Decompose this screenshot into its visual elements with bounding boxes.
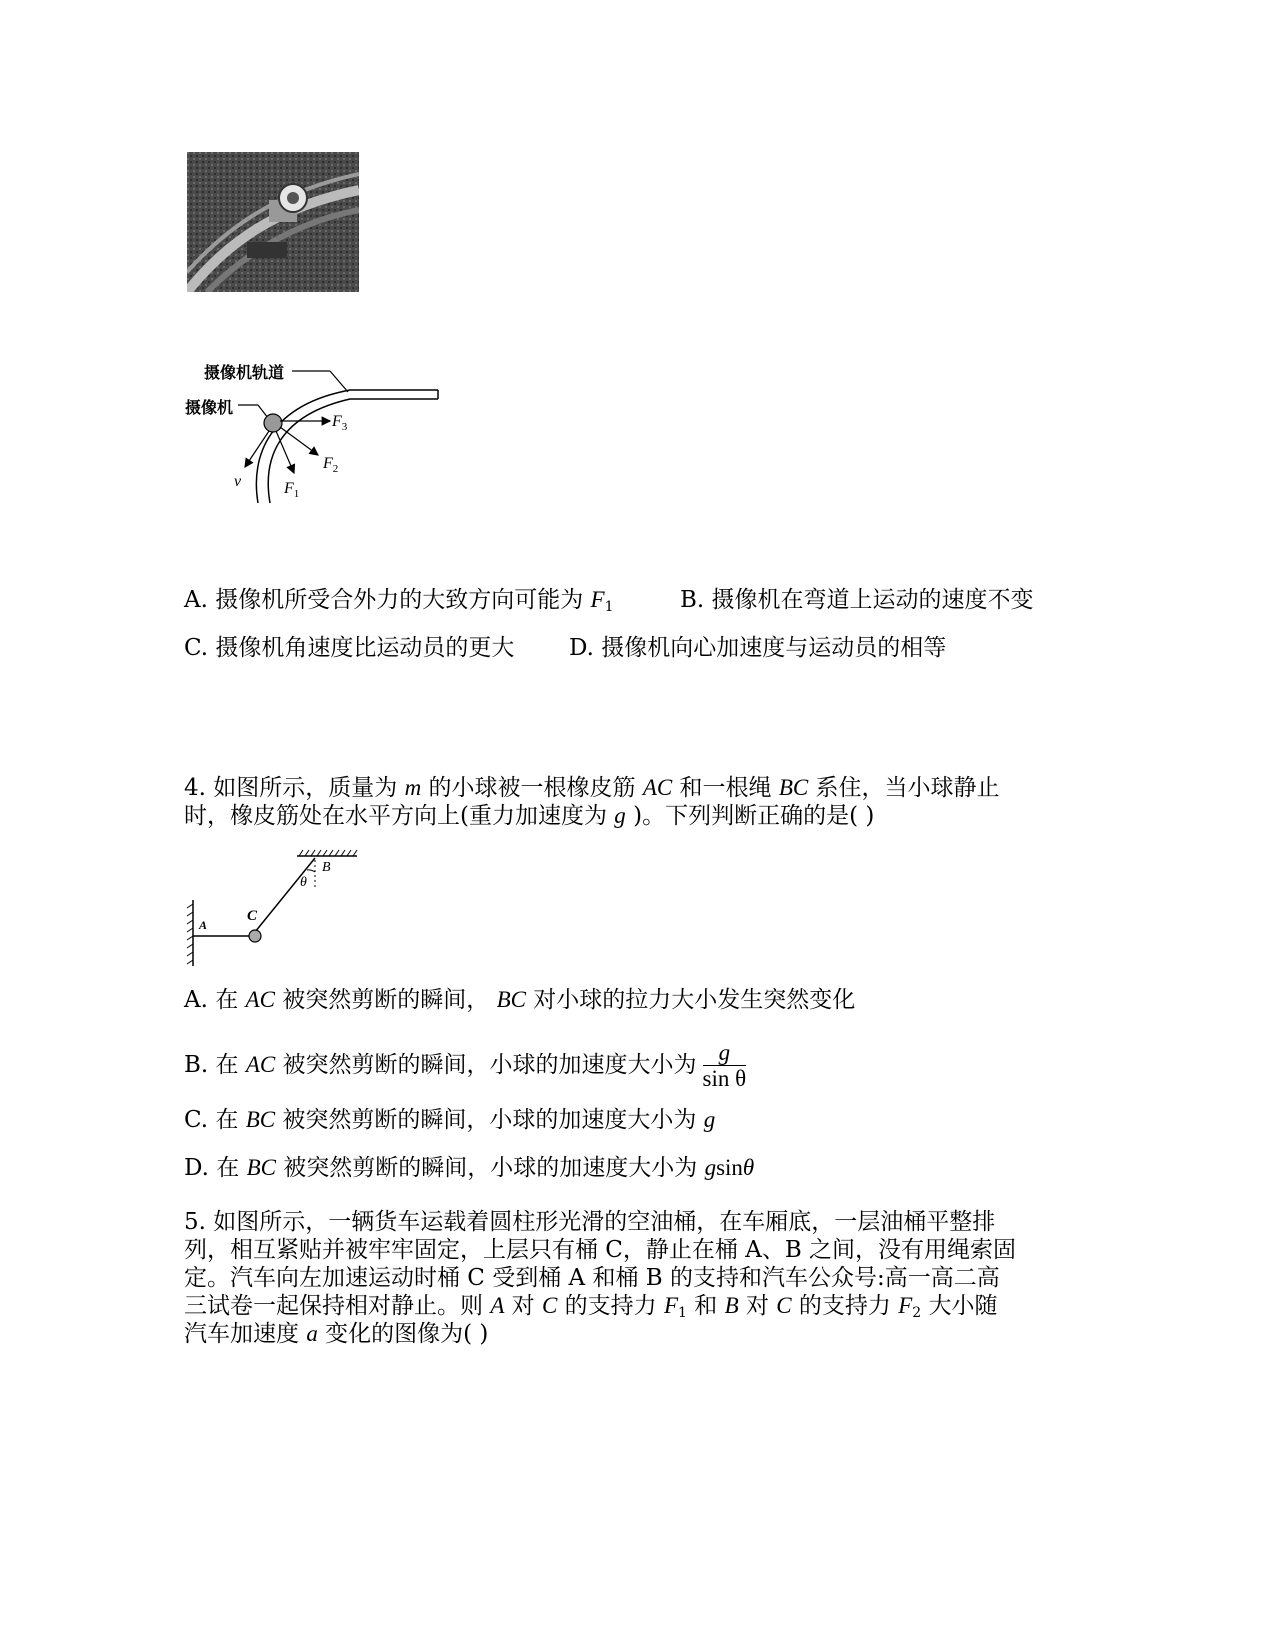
q4-stem-line-2: 时，橡皮筋处在水平方向上(重力加速度为 g )。下列判断正确的是( ) bbox=[184, 803, 875, 829]
point-a-label: A bbox=[199, 918, 208, 932]
velocity-label: v bbox=[234, 473, 242, 490]
fraction-g-over-sin: $\frac{g}{\text{sin θ}}$ bbox=[702, 1039, 747, 1091]
track-label: 摄像机轨道 bbox=[204, 363, 285, 382]
theta-label: θ bbox=[300, 875, 307, 890]
ball-rope-diagram bbox=[185, 848, 365, 968]
q4-option-a: A. 在 AC 被突然剪断的瞬间， BC 对小球的拉力大小发生突然变化 bbox=[184, 987, 856, 1013]
point-b-label: B bbox=[322, 860, 331, 875]
f1-label: $F_1$ bbox=[284, 480, 300, 500]
camera-track-photo bbox=[187, 152, 359, 292]
q5-stem-line-4: 三试卷一起保持相对静止。则 A 对 C 的支持力 $F_1$ 和 B 对 C 的支持力 $F_2$ 大小随 bbox=[184, 1293, 998, 1321]
q5-stem-line-1: 5. 如图所示，一辆货车运载着圆柱形光滑的空油桶，在车厢底，一层油桶平整排 bbox=[184, 1209, 996, 1235]
q3-option-c: C. 摄像机角速度比运动员的更大 bbox=[184, 635, 515, 661]
q5-stem-line-3: 定。汽车向左加速运动时桶 C 受到桶 A 和桶 B 的支持和汽车公众号:高一高二高 bbox=[184, 1265, 1000, 1291]
q5-stem-line-2: 列，相互紧贴并被牢牢固定，上层只有桶 C，静止在桶 A、B 之间，没有用绳索固 bbox=[184, 1237, 1017, 1263]
q4-option-b: B. 在 AC 被突然剪断的瞬间，小球的加速度大小为 $\frac{g}{\text{sin θ}}$ bbox=[184, 1039, 747, 1091]
f2-label: $F_2$ bbox=[323, 455, 339, 475]
camera-force-diagram bbox=[180, 355, 450, 515]
q4-stem-line-1: 4. 如图所示，质量为 m 的小球被一根橡皮筋 AC 和一根绳 BC 系住，当小球静止 bbox=[184, 775, 1000, 801]
q3-option-a: A. 摄像机所受合外力的大致方向可能为 $F_1$ bbox=[184, 587, 614, 615]
q3-option-d: D. 摄像机向心加速度与运动员的相等 bbox=[569, 635, 947, 661]
camera-label: 摄像机 bbox=[185, 398, 234, 417]
q4-option-c: C. 在 BC 被突然剪断的瞬间，小球的加速度大小为 g bbox=[184, 1107, 716, 1133]
q5-stem-line-5: 汽车加速度 a 变化的图像为( ) bbox=[184, 1321, 489, 1347]
q3-option-b: B. 摄像机在弯道上运动的速度不变 bbox=[680, 587, 1034, 613]
q4-option-d: D. 在 BC 被突然剪断的瞬间，小球的加速度大小为 gsinθ bbox=[184, 1155, 755, 1181]
point-c-label: C bbox=[247, 908, 258, 924]
f3-label: $F_3$ bbox=[332, 413, 348, 433]
